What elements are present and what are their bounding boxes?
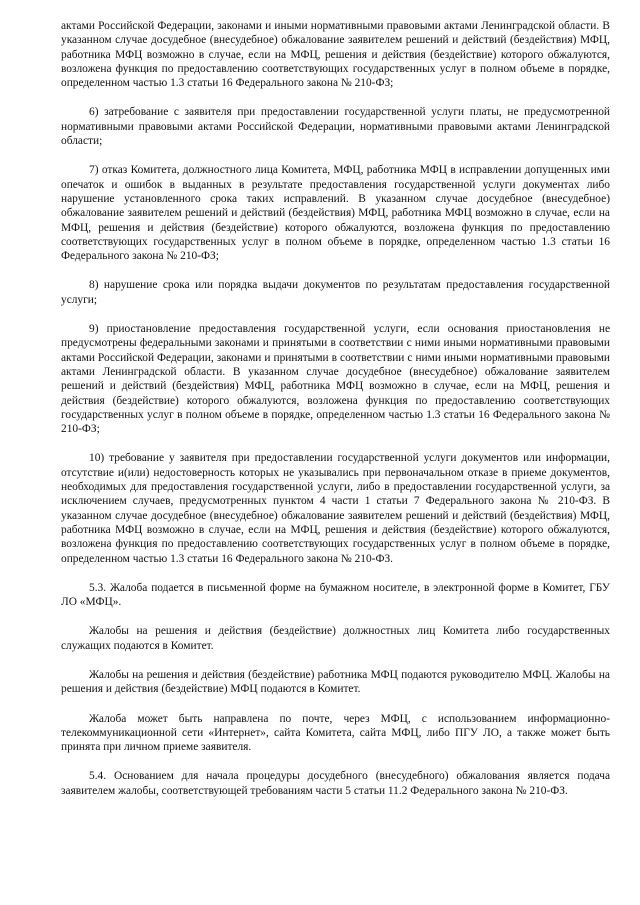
paragraph-item-9: 9) приостановление предоставления государственной услуги, если основания приостановления не предусмотрены федеральными законами и принятыми в соответствии с ними иными нормативными правовыми актами Российской Федерации, законами и принятыми в соответствии с ними иными нормативными правовыми актами Ленинградской области. В указанном случае досудебное (внесудебное) обжалование заявителем решений и действий (бездействия) МФЦ, работника МФЦ возможно в случае, если на МФЦ, решения и действия (бездействие) которого обжалуются, возложена функция по предоставлению соответствующих государственных услуг в полном объеме в порядке, определенном частью 1.3 статьи 16 Федерального закона № 210-ФЗ; bbox=[61, 323, 610, 436]
paragraph-section-5-3: 5.3. Жалоба подается в письменной форме на бумажном носителе, в электронной форме в Комитет, ГБУ ЛО «МФЦ». bbox=[61, 581, 610, 609]
paragraph-complaints-officials: Жалобы на решения и действия (бездействие) должностных лиц Комитета либо государственных служащих подаются в Комитет. bbox=[61, 625, 610, 652]
paragraph-item-8: 8) нарушение срока или порядка выдачи документов по результатам предоставления государственной услуги; bbox=[61, 279, 610, 306]
paragraph-item-7: 7) отказ Комитета, должностного лица Комитета, МФЦ, работника МФЦ в исправлении допущенных ими опечаток и ошибок в выданных в результате предоставления государственной услуги документах либо нарушение установленного срока таких исправлений. В указанном случае досудебное (внесудебное) обжалование заявителем решений и действий (бездействия) МФЦ, работника МФЦ возможно в случае, если на МФЦ, решения и действия (бездействие) которого обжалуются, возложена функция по предоставлению соответствующих государственных услуг в полном объеме в порядке, определенном частью 1.3 статьи 16 Федерального закона № 210-ФЗ; bbox=[61, 164, 610, 263]
paragraph-item-6: 6) затребование с заявителя при предоставлении государственной услуги платы, не предусмотренной нормативными правовыми актами Российской Федерации, нормативными правовыми актами Ленинградской области; bbox=[61, 106, 610, 148]
paragraph-complaint-channels: Жалоба может быть направлена по почте, через МФЦ, с использованием информационно-телекоммуникационной сети «Интернет», сайта Комитета, сайта МФЦ, либо ПГУ ЛО, а также может быть принята при личном приеме заявителя. bbox=[61, 712, 610, 754]
paragraph-continuation: актами Российской Федерации, законами и иными нормативными правовыми актами Ленинградской области. В указанном случае досудебное (внесудебное) обжалование заявителем решений и действий (бездействия) МФЦ, работника МФЦ возможно в случае, если на МФЦ, решения и действия (бездействие) которого обжалуются, возложена функция по предоставлению соответствующих государственных услуг в полном объеме в порядке, определенном частью 1.3 статьи 16 Федерального закона № 210-ФЗ; bbox=[61, 20, 610, 90]
paragraph-section-5-4: 5.4. Основанием для начала процедуры досудебного (внесудебного) обжалования является подача заявителем жалобы, соответствующей требованиям части 5 статьи 11.2 Федерального закона № 210-ФЗ. bbox=[61, 770, 610, 797]
paragraph-item-10: 10) требование у заявителя при предоставлении государственной услуги документов или информации, отсутствие и(или) недостоверность которых не указывались при первоначальном отказе в приеме документов, необходимых для предоставления государственной услуги, либо в предоставлении государственной услуги, за исключением случаев, предусмотренных пунктом 4 части 1 статьи 7 Федерального закона № 210-ФЗ. В указанном случае досудебное (внесудебное) обжалование заявителем решений и действий (бездействия) МФЦ, работника МФЦ возможно в случае, если на МФЦ, решения и действия (бездействие) которого обжалуются, возложена функция по предоставлению соответствующих государственных услуг в полном объеме в порядке, определенном частью 1.3 статьи 16 Федерального закона № 210-ФЗ. bbox=[61, 452, 610, 565]
paragraph-complaints-mfc: Жалобы на решения и действия (бездействие) работника МФЦ подаются руководителю МФЦ. Жалобы на решения и действия (бездействие) МФЦ подаются в Комитет. bbox=[61, 668, 610, 696]
